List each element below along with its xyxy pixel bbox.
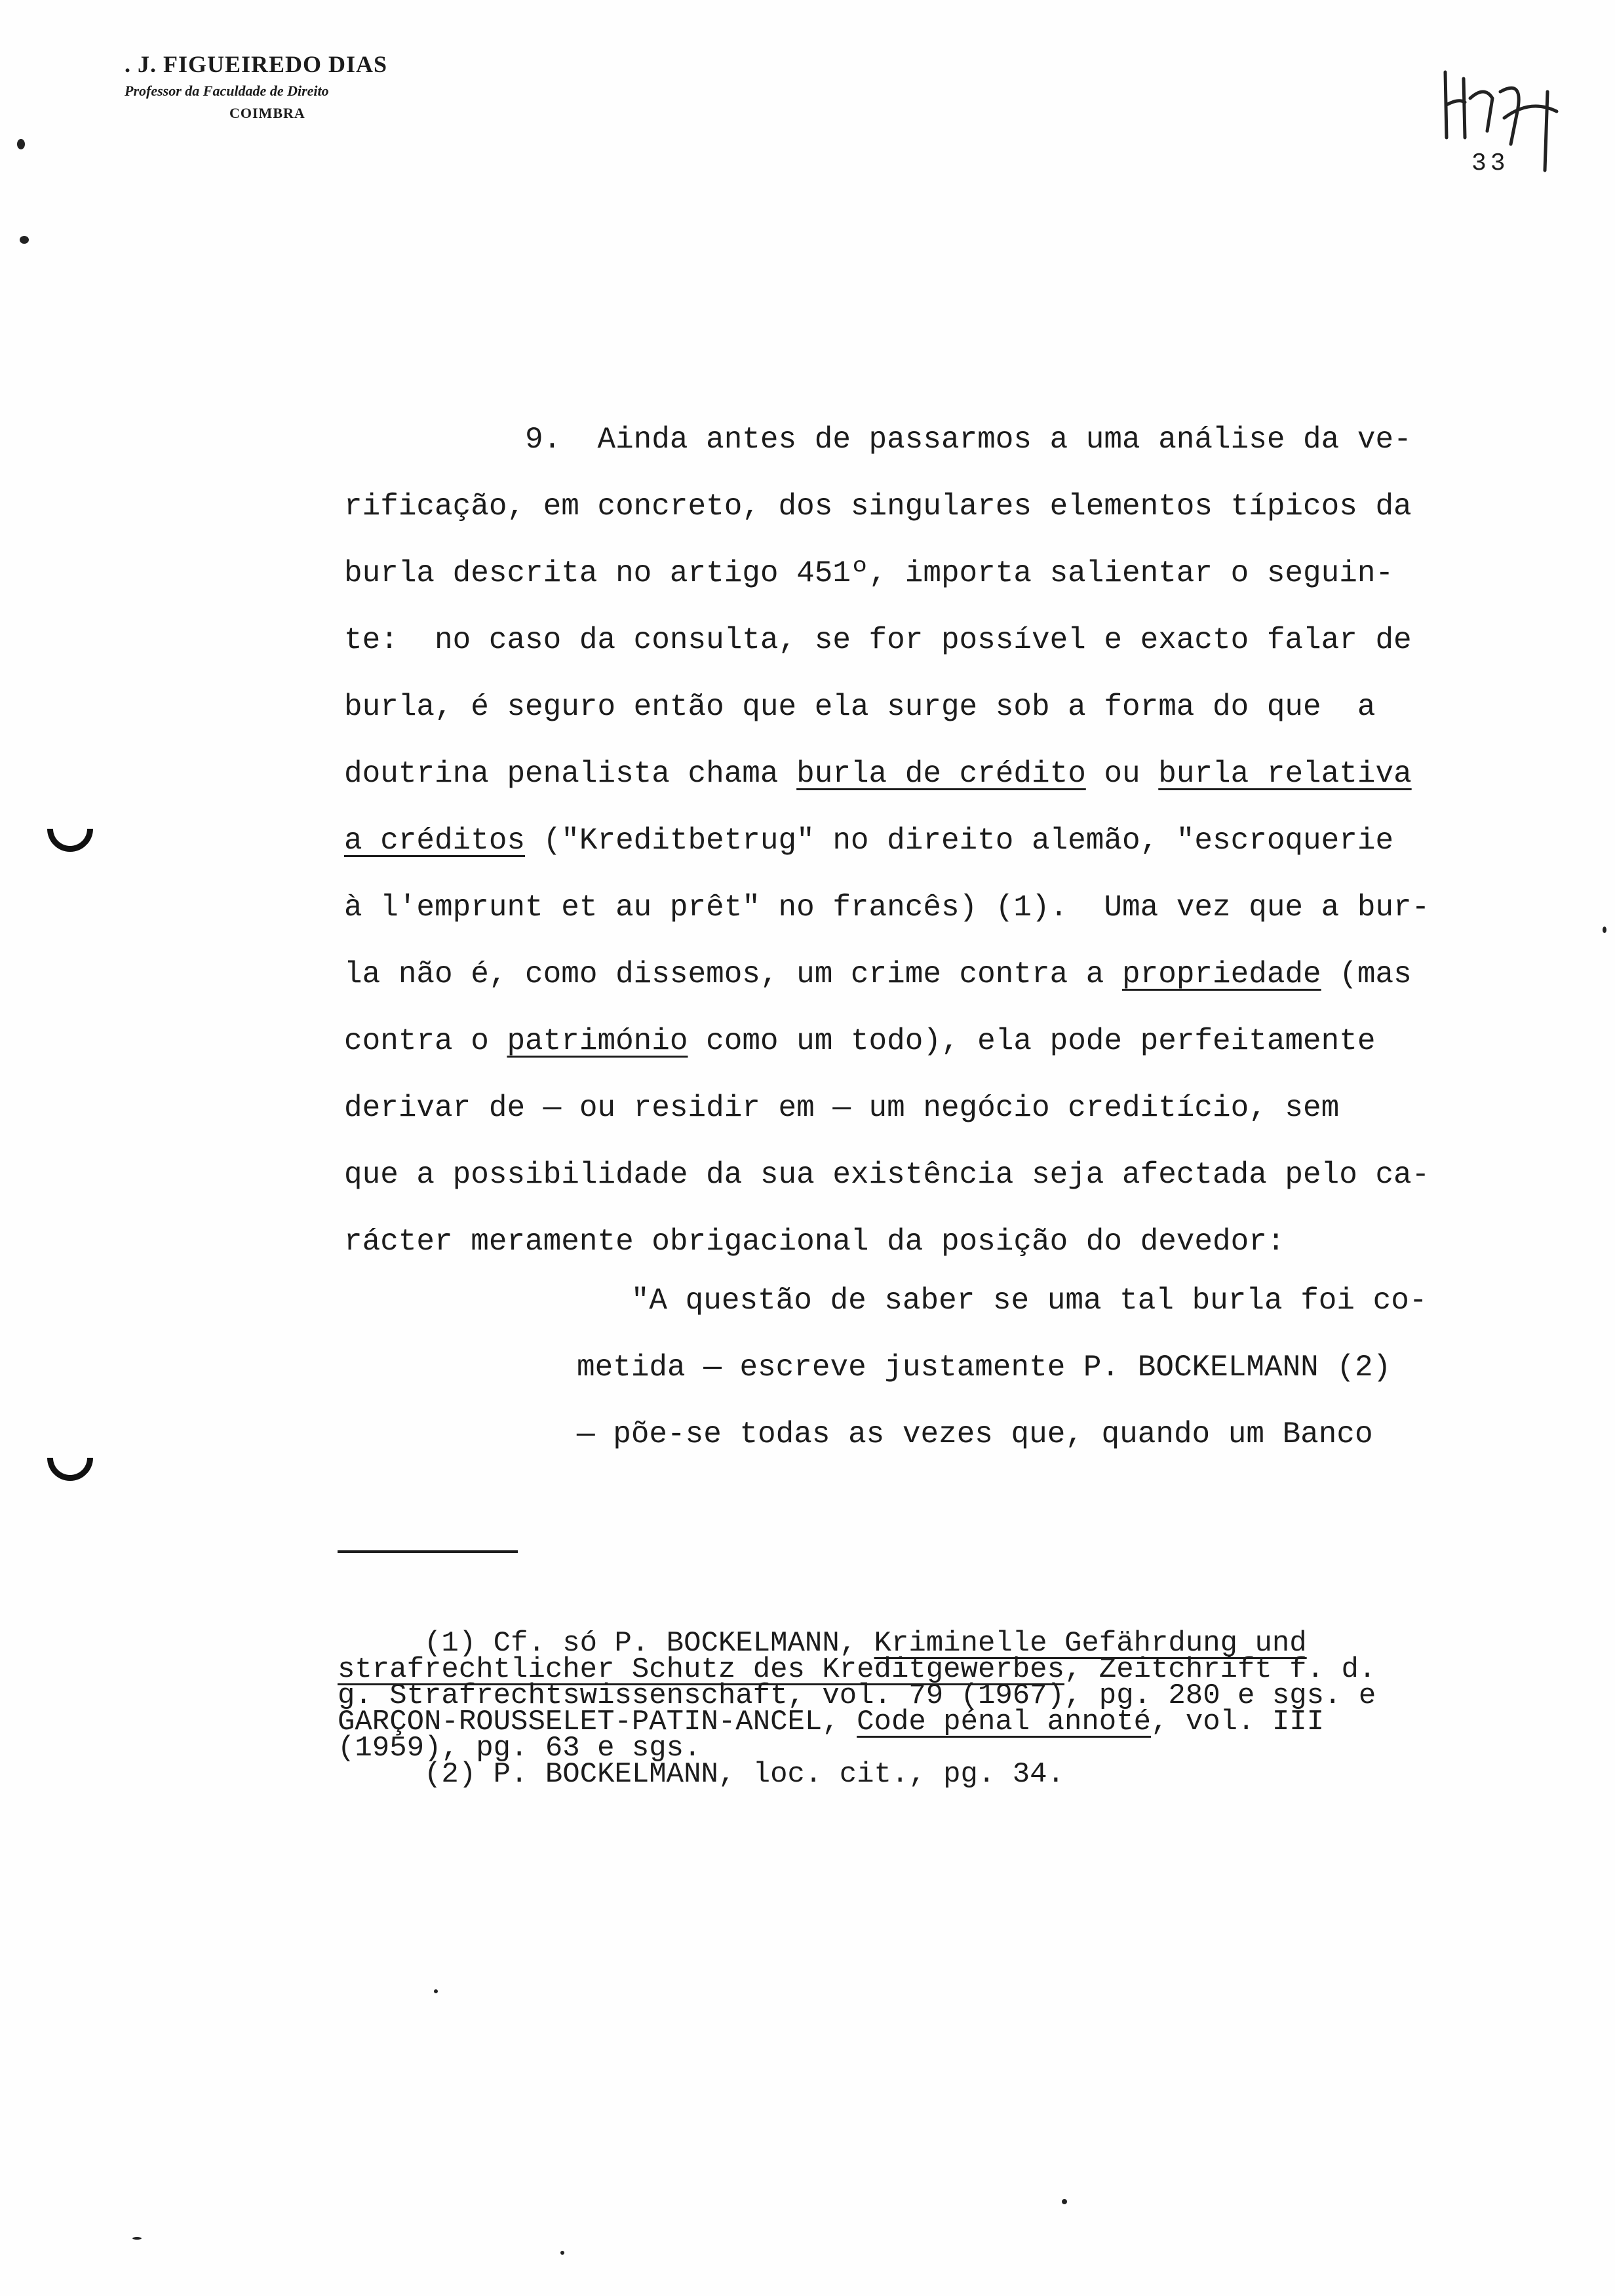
binder-hole-mark xyxy=(38,1426,103,1491)
speck xyxy=(20,236,29,244)
quote-line: — põe-se todas as vezes que, quando um Banco xyxy=(577,1417,1373,1451)
paragraph-line: burla descrita no artigo 451º, importa salientar o seguin- xyxy=(344,556,1394,590)
underlined-title: Kriminelle Gefährdung und xyxy=(874,1627,1307,1660)
paragraph-line: doutrina penalista chama burla de crédito ou burla relativa xyxy=(344,757,1412,791)
paragraph-line: à l'emprunt et au prêt" no francês) (1). Uma vez que a bur- xyxy=(344,890,1430,925)
binder-hole-mark xyxy=(38,797,103,862)
paragraph-line: contra o património como um todo), ela pode perfeitamente xyxy=(344,1024,1376,1058)
footnote-1-line: GARÇON-ROUSSELET-PATIN-ANCEL, Code pénal annoté, vol. III xyxy=(338,1706,1325,1738)
underlined-term: a créditos xyxy=(344,824,526,858)
footnote-1-line: (1959), pg. 63 e sgs. xyxy=(338,1732,701,1765)
underlined-term: propriedade xyxy=(1122,957,1321,991)
speck xyxy=(1603,927,1606,933)
paragraph-line: derivar de — ou residir em — um negócio creditício, sem xyxy=(344,1091,1340,1125)
letterhead-city: COIMBRA xyxy=(229,105,305,121)
underlined-title: strafrechtlicher Schutz des Kreditgewerbes xyxy=(338,1653,1064,1686)
paragraph-line: 9. Ainda antes de passarmos a uma análise da ve- xyxy=(525,423,1412,457)
footnote-divider xyxy=(338,1550,518,1553)
footnote-1-line: (1) Cf. só P. BOCKELMANN, Kriminelle Gefährdung und xyxy=(338,1627,1307,1660)
quote-line: "A questão de saber se uma tal burla foi co- xyxy=(631,1284,1428,1318)
speck xyxy=(132,2237,142,2240)
footnote-1-line: g. Strafrechtswissenschaft, vol. 79 (1967), pg. 280 e sgs. e xyxy=(338,1679,1376,1712)
speck xyxy=(434,1989,438,1993)
speck xyxy=(17,139,25,149)
underlined-term: património xyxy=(507,1024,688,1058)
paragraph-line: la não é, como dissemos, um crime contra a propriedade (mas xyxy=(344,957,1412,991)
footnote-1-line: strafrechtlicher Schutz des Kreditgewerbes, Zeitchrift f. d. xyxy=(338,1653,1376,1686)
paragraph-line: te: no caso da consulta, se for possível e exacto falar de xyxy=(344,623,1412,657)
paragraph-line: rificação, em concreto, dos singulares elementos típicos da xyxy=(344,489,1412,524)
speck xyxy=(1062,2199,1067,2204)
letterhead xyxy=(125,48,387,124)
underlined-term: burla relativa xyxy=(1158,757,1412,791)
quote-line: metida — escreve justamente P. BOCKELMANN (2) xyxy=(577,1350,1391,1385)
main-paragraph xyxy=(344,406,1524,1275)
letterhead-title: Professor da Faculdade de Direito xyxy=(125,83,329,99)
letterhead-name: . J. FIGUEIREDO DIAS xyxy=(125,51,388,77)
underlined-term: burla de crédito xyxy=(796,757,1086,791)
paragraph-line: burla, é seguro então que ela surge sob a forma do que a xyxy=(344,690,1376,724)
paragraph-line: a créditos ("Kreditbetrug" no direito alemão, "escroquerie xyxy=(344,824,1394,858)
paragraph-line: que a possibilidade da sua existência seja afectada pelo ca- xyxy=(344,1158,1430,1192)
page-number: 33 xyxy=(1471,149,1509,178)
block-quote xyxy=(577,1267,1527,1468)
underlined-title: Code pénal annoté xyxy=(857,1706,1152,1738)
footnotes xyxy=(338,1627,1550,1791)
paragraph-line: rácter meramente obrigacional da posição do devedor: xyxy=(344,1225,1285,1259)
speck xyxy=(560,2251,564,2255)
footnote-2-line: (2) P. BOCKELMANN, loc. cit., pg. 34. xyxy=(338,1758,1064,1791)
